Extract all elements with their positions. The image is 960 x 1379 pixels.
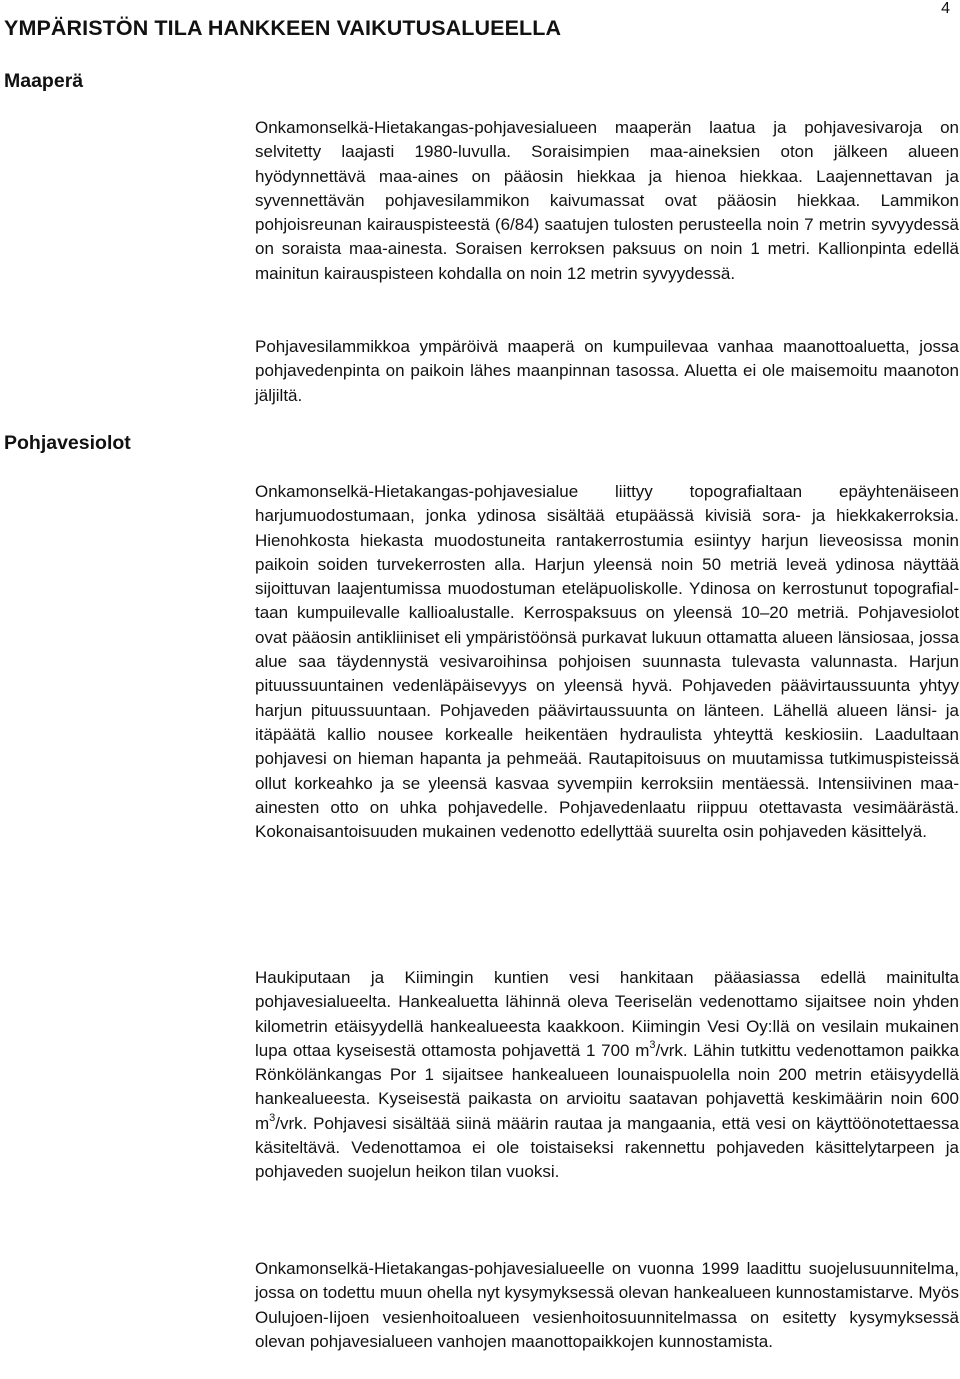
paragraph-water-supply: [255, 966, 959, 1185]
water-supply-text-3: /vrk. Pohjavesi sisältää siinä määrin rautaa ja mangaania, että vesi on käyttöönotettaessa käsiteltävä. Vedenottamoa ei ole toistaiseksi rakennettu pohjaveden käsittelytarpeen ja pohjaveden suojelun heikon tilan vuoksi.: [255, 1113, 959, 1182]
water-supply-text-1: Haukiputaan ja Kiimingin kuntien vesi hankitaan pääasiassa edellä mainitulta pohjavesialueelta. Hankealuetta lähinnä oleva Teeriselän vedenottamo sijaitsee noin yhden kilometrin etäisyydellä hankealueesta kaakkoon. Kiimingin Vesi Oy:llä on vesilain mukainen lupa ottaa kyseisestä ottamosta pohjavettä 1 700 m: [255, 968, 959, 1060]
page-number: 4: [941, 0, 950, 17]
superscript-cubic-2: 3: [269, 1112, 276, 1125]
document-title: YMPÄRISTÖN TILA HANKKEEN VAIKUTUSALUEELLA: [4, 16, 562, 40]
water-supply-text-2: /vrk. Lähin tutkittu vedenottamon paikka Rönkölänkangas Por 1 sijaitsee hankealueen lounaispuolella noin 200 metrin etäisyydellä hankealueesta. Kyseisestä paikasta on arvioitu saatavan pohjavettä keskimäärin noin 600 m: [255, 1040, 959, 1133]
paragraph-protection-plan: Onkamonselkä-Hietakangas-pohjavesialueelle on vuonna 1999 laadittu suojelusuunnitelma, jossa on todettu muun ohella nyt kysymyksessä olevan hankealueen kunnostamistarve. Myös Oulujoen-Iijoen vesienhoitoalueen vesienhoitosuunnitelmassa on esitetty kysymyksessä olevan pohjavesialueen vanhojen maanottopaikkojen kunnostamista.: [255, 1259, 959, 1351]
section-heading-pohjavesiolot: Pohjavesiolot: [4, 432, 131, 454]
section-heading-maapera: Maaperä: [4, 70, 84, 92]
paragraph-soil-survey: Onkamonselkä-Hietakangas-pohjavesialueen maaperän laatua ja pohjavesivaroja on selvitetty laajasti 1980-luvulla. Soraisimpien maa-aineksien oton jälkeen alueen hyödynnettävä maa-aines on pääosin hiekkaa ja hienoa hiekkaa. Laajennettavan ja syvennettävän pohjavesilammikon kaivumassat ovat pääosin hiekkaa. Lammikon pohjoisreunan kairauspisteestä (6/84) saatujen tulosten perusteella noin 7 metrin syvyydessä on soraista maa-ainesta. Soraisen kerroksen paksuus on noin 1 metri. Kallionpinta edellä mainitun kairauspisteen kohdalla on noin 12 metrin syvyydessä.: [255, 118, 959, 283]
paragraph-groundwater-conditions: Onkamonselkä-Hietakangas-pohjavesialue liittyy topografialtaan epäyhtenäiseen harjumuodostumaan, jonka ydinosa sisältää etupäässä kivisiä sora- ja hiekkakerroksia. Hienohkosta hiekasta muodostuneita rantakerrostumia esiintyy harjun lieveosissa monin paikoin soiden turvekerrosten alla. Harjun yleensä noin 50 metriä leveä ydinosa näyttää sijoittuvan laajentumissa muodostuman eteläpuoliskolle. Ydinosa on kerrostunut topografialtaan kumpuilevalle kallioalustalle. Kerrospaksuus on yleensä 10–20 metriä. Pohjavesiolot ovat pääosin antikliiniset eli ympäristöönsä purkavat lukuun ottamatta alueen länsiosaa, jossa alue saa täydennystä vesivaroihinsa pohjoisen suunnasta tulevasta valunnasta. Harjun pituussuuntainen vedenläpäisevyys on yleensä hyvä. Pohjaveden päävirtaussuunta yhtyy harjun pituussuuntaan. Pohjaveden päävirtaussuunta on länteen. Lähellä alueen länsi- ja itäpäätä kallio nousee korkealle heikentäen hydraulista yhteyttä keskiosiin. Laadultaan pohjavesi on hieman hapanta ja pehmeää. Rautapitoisuus on muutamissa tutkimuspisteissä ollut korkeahko ja se yleensä kasvaa syvempiin kerroksiin mentäessä. Intensiivinen maaainesten otto on uhka pohjavedelle. Pohjavedenlaatu riippuu otettavasta vesimäärästä. Kokonaisantoisuuden mukainen vedenotto edellyttää suurelta osin pohjaveden käsittelyä.: [255, 482, 959, 842]
paragraph-soil-surroundings: Pohjavesilammikkoa ympäröivä maaperä on kumpuilevaa vanhaa maanottoaluetta, jossa pohjavedenpinta on paikoin lähes maanpinnan tasossa. Aluetta ei ole maisemoitu maanoton jäljiltä.: [255, 337, 959, 405]
superscript-cubic-1: 3: [649, 1039, 656, 1052]
